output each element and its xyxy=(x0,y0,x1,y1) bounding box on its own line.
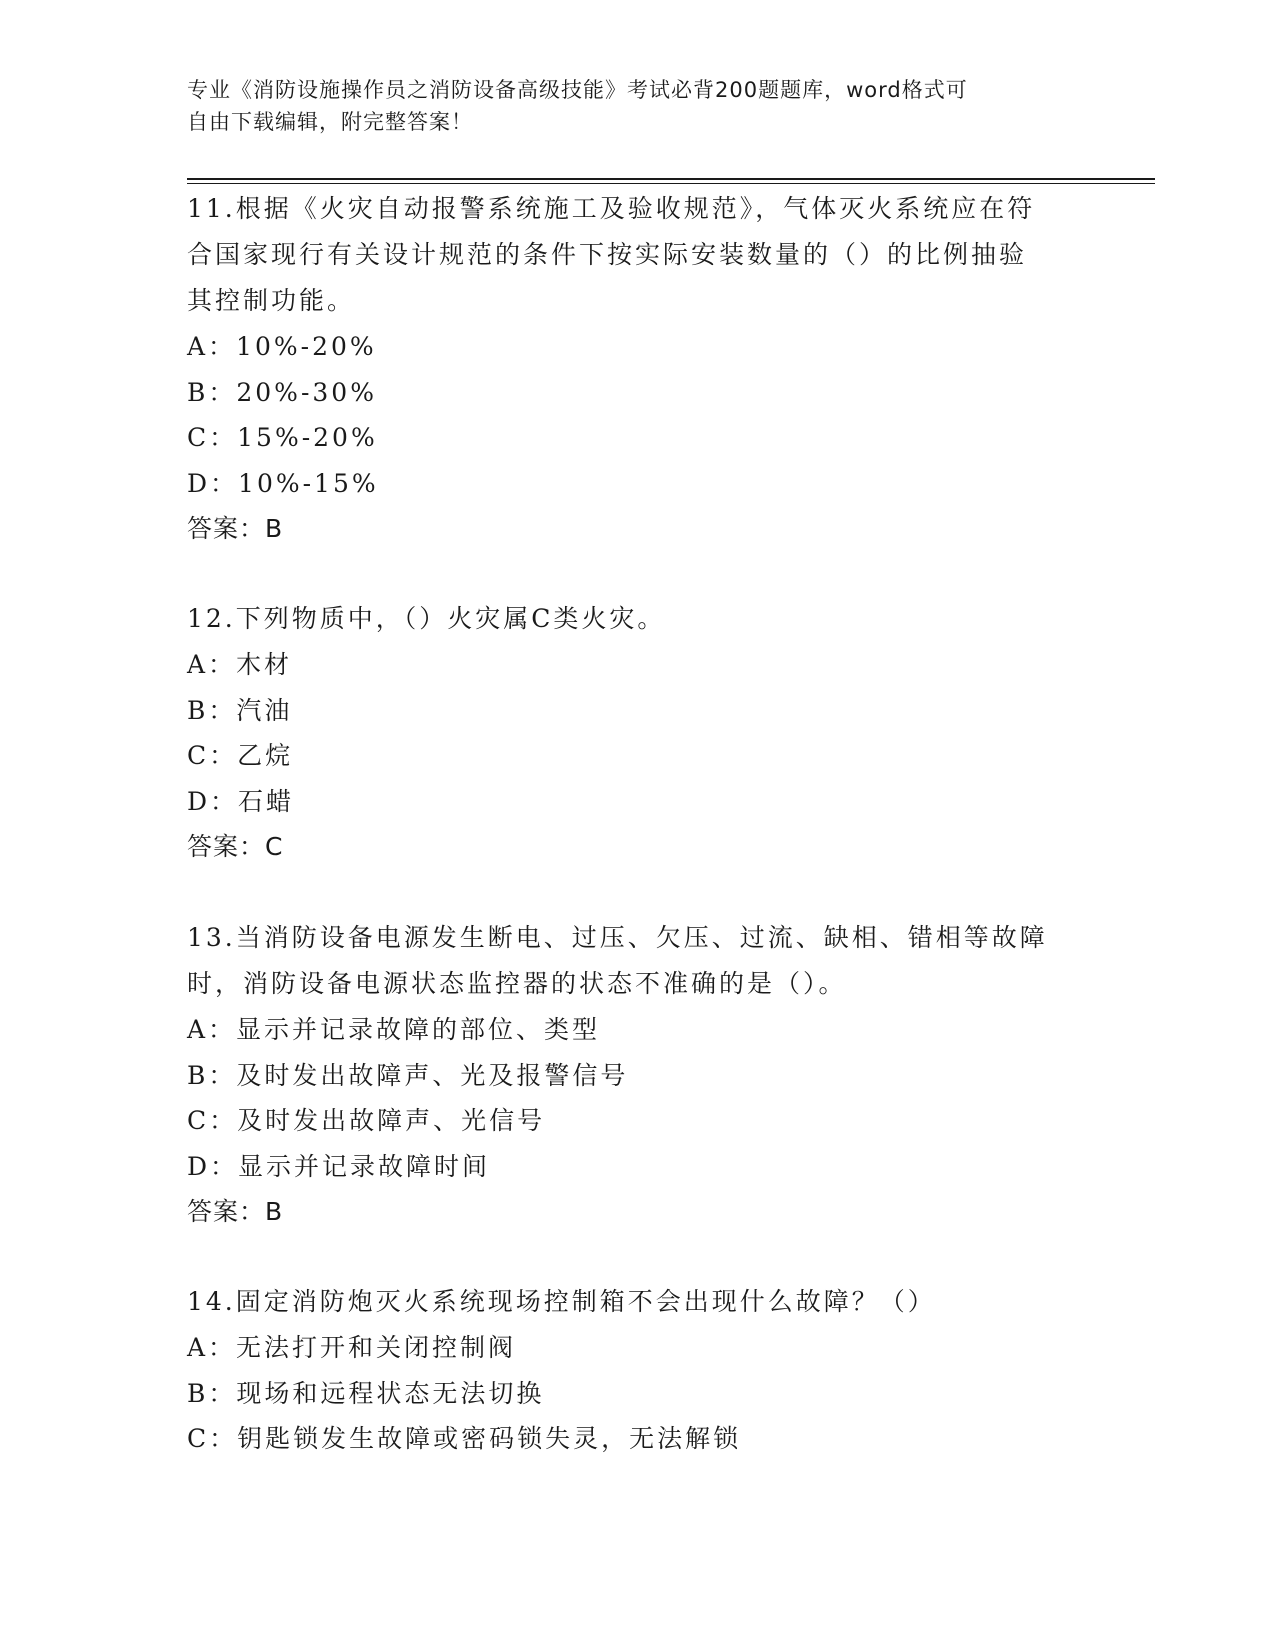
option-b: B：汽油 xyxy=(187,695,293,725)
option-c: C：乙烷 xyxy=(187,741,294,770)
question-stem-line: 13.当消防设备电源发生断电、过压、欠压、过流、缺相、错相等故障 xyxy=(187,923,1048,952)
question-stem-line: 11.根据《火灾自动报警系统施工及验收规范》，气体灭火系统应在符 xyxy=(187,194,1036,223)
question-11 xyxy=(187,186,1035,552)
option-c: C：及时发出故障声、光信号 xyxy=(187,1106,546,1135)
option-b: B：及时发出故障声、光及报警信号 xyxy=(187,1060,629,1090)
option-d: D：显示并记录故障时间 xyxy=(187,1151,491,1181)
answer-line: 答案：B xyxy=(187,1197,284,1226)
header-line-2: 自由下载编辑，附完整答案！ xyxy=(187,110,473,134)
question-stem-line: 合国家现行有关设计规范的条件下按实际安装数量的（）的比例抽验 xyxy=(187,240,1028,269)
question-12 xyxy=(187,596,665,870)
question-stem-line: 14.固定消防炮灭火系统现场控制箱不会出现什么故障？（） xyxy=(187,1287,936,1316)
answer-line: 答案：C xyxy=(187,832,284,861)
option-b: B：现场和远程状态无法切换 xyxy=(187,1378,545,1408)
question-14 xyxy=(187,1279,936,1462)
option-a: A：无法打开和关闭控制阀 xyxy=(187,1333,517,1362)
option-d: D：石蜡 xyxy=(187,786,295,816)
question-13 xyxy=(187,915,1048,1235)
option-d: D：10%-15% xyxy=(187,468,379,498)
question-stem-line: 12.下列物质中，（）火灾属C类火灾。 xyxy=(187,604,666,633)
option-b: B：20%-30% xyxy=(187,377,377,407)
question-stem-line: 其控制功能。 xyxy=(187,286,356,315)
option-a: A：显示并记录故障的部位、类型 xyxy=(187,1015,601,1044)
header-divider-thick xyxy=(187,178,1155,180)
option-a: A：木材 xyxy=(187,650,293,679)
header-divider-thin xyxy=(187,183,1155,184)
header-line-1: 专业《消防设施操作员之消防设备高级技能》考试必背200题题库，word格式可 xyxy=(187,78,968,102)
option-c: C：15%-20% xyxy=(187,423,378,452)
answer-line: 答案：B xyxy=(187,514,284,543)
document-header xyxy=(187,74,1067,138)
option-a: A：10%-20% xyxy=(187,332,377,361)
option-c: C：钥匙锁发生故障或密码锁失灵，无法解锁 xyxy=(187,1424,742,1453)
question-stem-line: 时，消防设备电源状态监控器的状态不准确的是（）。 xyxy=(187,969,847,998)
